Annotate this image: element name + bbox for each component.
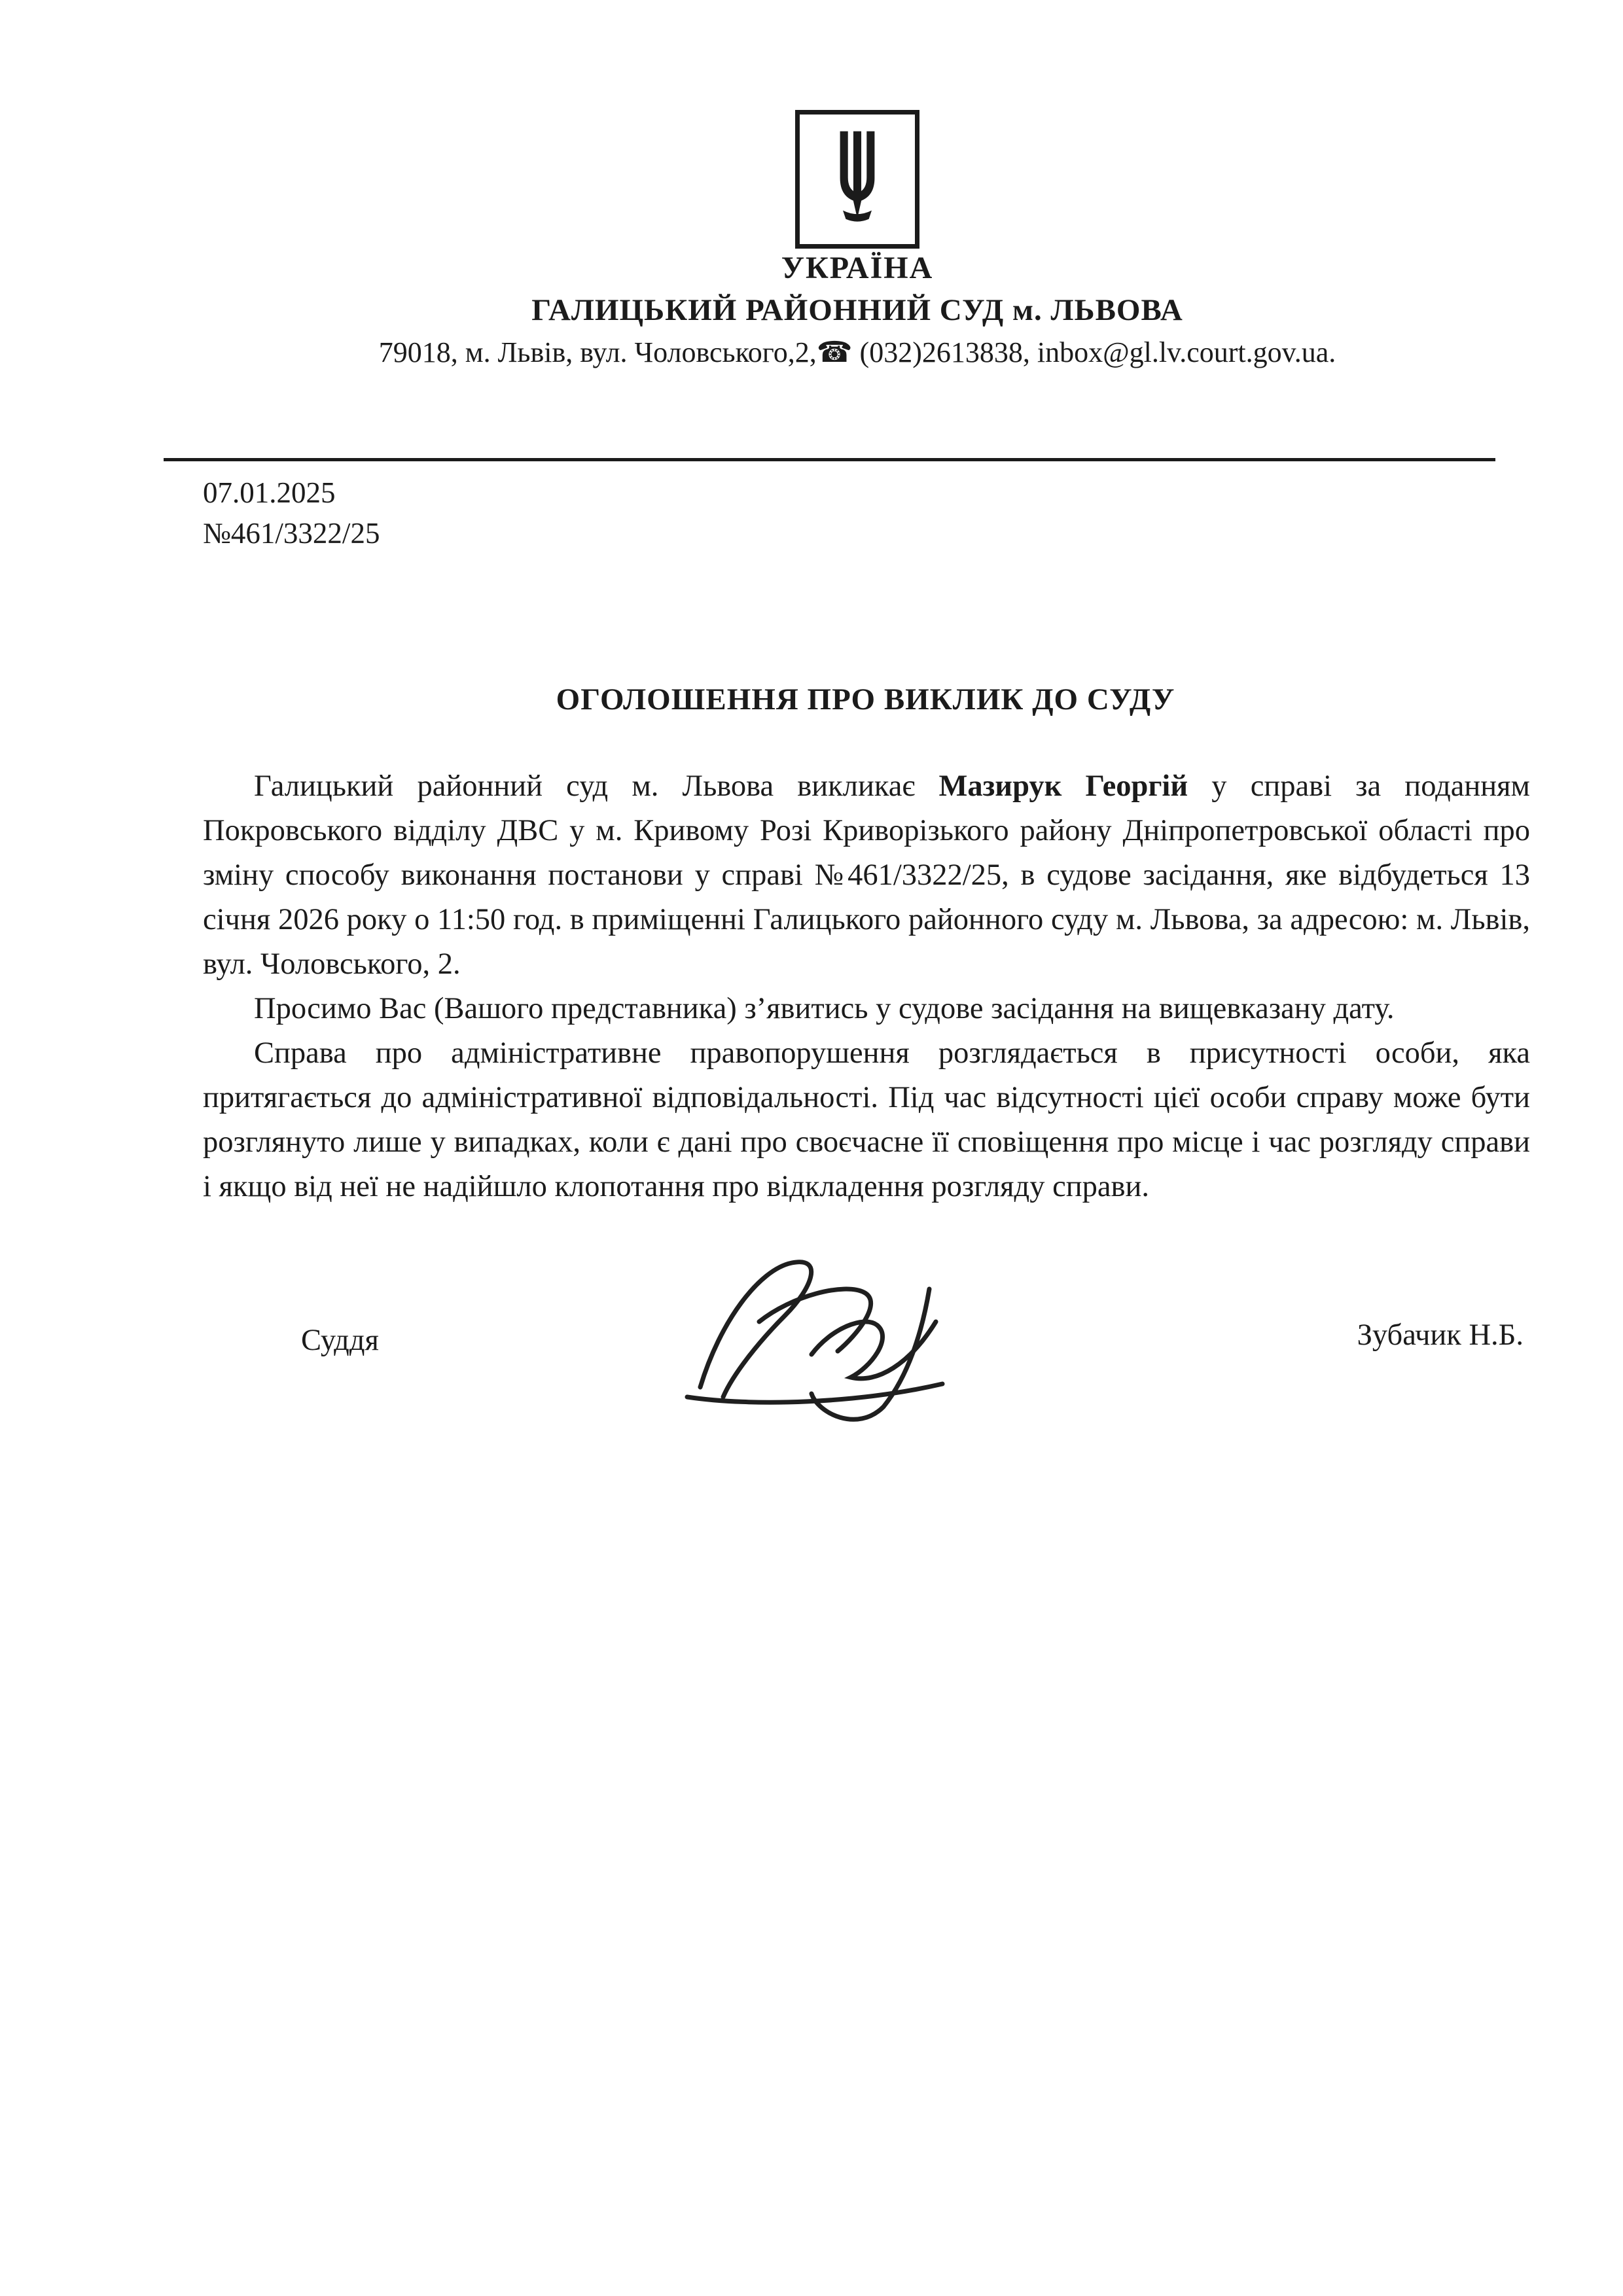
defendant-name: Мазирук Георгій bbox=[938, 769, 1188, 803]
document-title: ОГОЛОШЕННЯ ПРО ВИКЛИК ДО СУДУ bbox=[556, 682, 1175, 716]
court-address bbox=[92, 336, 1623, 369]
summons-text-start: Галицький районний суд м. Львова викликає bbox=[254, 769, 939, 803]
document-body bbox=[203, 764, 1530, 1209]
paragraph-legal-note: Справа про адміністративне правопорушення розглядається в присутності особи, яка притягається до адміністративної відповідальності. Під час відсутності цієї особи справу може бути розглянуто лише у випадках, коли є дані про своєчасне її сповіщення про місце і час розгляду справи і якщо від неї не надійшло клопотання про відкладення розгляду справи. bbox=[203, 1036, 1530, 1203]
document-header bbox=[92, 110, 1623, 369]
phone-email-text: (032)2613838, inbox@gl.lv.court.gov.ua. bbox=[852, 336, 1336, 368]
paragraph-summons bbox=[203, 764, 1530, 987]
paragraph-request: Просимо Вас (Вашого представника) з’явитись у судове засідання на вищевказану дату. bbox=[254, 992, 1395, 1025]
summons-text-end: у справі за поданням Покровського відділу ДВС у м. Кривому Розі Криворізького району Дніпропетровської області про зміну способу виконання постанови у справі №461/3322/25, в судове засідання, яке відбудеться 13 січня 2026 року о 11:50 год. в приміщенні Галицького районного суду м. Львова, за адресою: м. Львів, вул. Чоловського, 2. bbox=[203, 769, 1530, 981]
header-divider bbox=[164, 458, 1495, 461]
ukraine-trident-icon bbox=[821, 222, 893, 234]
country-name: УКРАЇНА bbox=[781, 251, 934, 285]
court-name: ГАЛИЦЬКИЙ РАЙОННИЙ СУД м. ЛЬВОВА bbox=[531, 293, 1183, 327]
document-date: 07.01.2025 bbox=[203, 476, 336, 509]
case-number: №461/3322/25 bbox=[203, 517, 380, 550]
handwritten-signature bbox=[661, 1243, 975, 1426]
document-meta bbox=[203, 472, 380, 554]
phone-icon: ☎ bbox=[816, 336, 853, 368]
address-text: 79018, м. Львів, вул. Чоловського,2, bbox=[378, 336, 817, 368]
signer-role: Суддя bbox=[301, 1324, 379, 1357]
emblem-box bbox=[795, 110, 919, 249]
signature-block bbox=[203, 1263, 1530, 1433]
signer-name: Зубачик Н.Б. bbox=[1357, 1318, 1524, 1352]
